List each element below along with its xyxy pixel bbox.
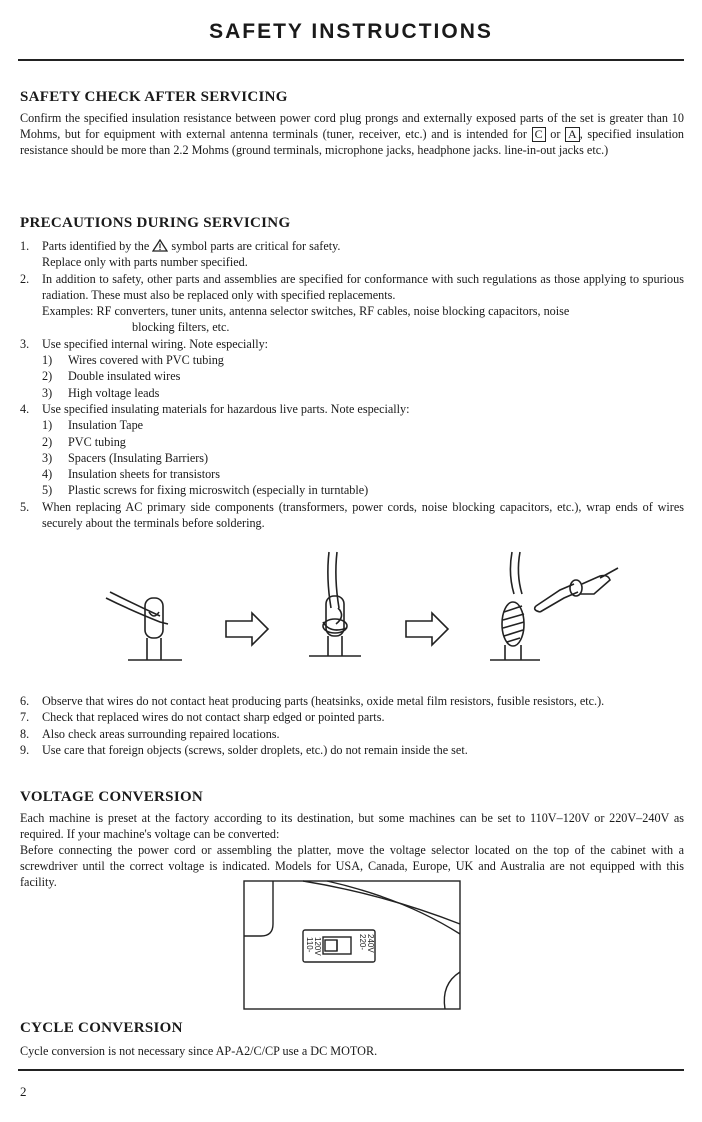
voltage-text-1: Each machine is preset at the factory according to its destination, but some machines can be set to 110V–120V or 220V–240V as required. If your machine's voltage can be converted: bbox=[20, 811, 684, 841]
cycle-text: Cycle conversion is not necessary since AP-A2/C/CP use a DC MOTOR. bbox=[20, 1044, 378, 1058]
list-item: 8. Also check areas surrounding repaired locations. bbox=[20, 726, 280, 741]
precautions-list-continued bbox=[20, 693, 684, 758]
item-number: 1. bbox=[20, 239, 30, 253]
sub-item: 3) Spacers (Insulating Barriers) bbox=[42, 450, 209, 465]
safety-check-text-2: , specified insulation resistance should be more than 2.2 Mohms (ground terminals, microphone jacks, headphone jacks. line-in-out jacks etc.) bbox=[20, 127, 685, 157]
title-rule bbox=[18, 59, 684, 61]
arrow-right-icon bbox=[226, 613, 268, 645]
precautions-heading: PRECAUTIONS DURING SERVICING bbox=[20, 215, 291, 231]
warning-triangle-icon bbox=[152, 239, 168, 252]
voltage-selector-diagram bbox=[243, 880, 463, 1012]
item-text: When replacing AC primary side components (transformers, power cords, noise blocking capacitors, etc.), wrap ends of wires securely about the terminals before soldering. bbox=[42, 499, 684, 531]
item-text: In addition to safety, other parts and assemblies are specified for conformance with such regulations as those applying to spurious radiation. These must also be replaced only with specified replacements. bbox=[42, 271, 684, 302]
label-110-120v-a: 110- bbox=[305, 937, 314, 953]
item-text: symbol parts are critical for safety. bbox=[171, 239, 341, 253]
precautions-list bbox=[20, 238, 684, 531]
voltage-text-2: Before connecting the power cord or assembling the platter, move the voltage selector located on the top of the cabinet with a screwdriver until the correct voltage is indicated. Models for USA, Canada, Europe, UK and Australia are not equipped with this facility. bbox=[20, 843, 684, 889]
list-item bbox=[20, 336, 684, 401]
examples-text-cont: blocking filters, etc. bbox=[132, 320, 230, 335]
safety-check-text-1: Confirm the specified insulation resistance between power cord plug prongs and externally exposed parts of the set is greater than 10 Mohms, but for equipment with external antenna terminals (tuner, receiver, etc.) and is intended for bbox=[20, 111, 684, 141]
arrow-right-icon bbox=[406, 613, 448, 645]
sub-item: 4) Insulation sheets for transistors bbox=[42, 467, 220, 482]
voltage-paragraph bbox=[20, 810, 684, 890]
list-item bbox=[20, 238, 684, 271]
sub-item: 5) Plastic screws for fixing microswitch (especially in turntable) bbox=[42, 483, 369, 498]
sub-item: 1) Wires covered with PVC tubing bbox=[42, 353, 224, 368]
page-title: SAFETY INSTRUCTIONS bbox=[209, 20, 493, 43]
class-c-box: C bbox=[532, 127, 546, 142]
item-text: Replace only with parts number specified. bbox=[42, 255, 248, 270]
label-220-240v-a: 220- bbox=[358, 934, 367, 951]
list-item: 6. Observe that wires do not contact heat producing parts (heatsinks, oxide metal film resistors, fusible resistors, etc.). bbox=[20, 694, 605, 708]
list-item bbox=[20, 499, 684, 532]
label-110-120v-b: 120V bbox=[313, 937, 322, 956]
terminal-unwrapped-icon bbox=[106, 592, 182, 660]
terminal-soldered-icon bbox=[490, 552, 540, 660]
item-text: Parts identified by the bbox=[42, 239, 150, 253]
safety-check-paragraph bbox=[20, 110, 684, 158]
or-text: or bbox=[550, 127, 561, 141]
sub-item: 1) Insulation Tape bbox=[42, 418, 144, 433]
cycle-heading: CYCLE CONVERSION bbox=[20, 1020, 183, 1036]
item-number: 4. bbox=[20, 401, 30, 416]
page-number: 2 bbox=[20, 1084, 27, 1099]
footer-rule bbox=[18, 1069, 684, 1071]
item-text: Use specified insulating materials for hazardous live parts. Note especially: bbox=[42, 401, 410, 416]
label-220-240v-b: 240V bbox=[366, 934, 375, 953]
item-number: 5. bbox=[20, 499, 30, 514]
list-item bbox=[20, 271, 684, 336]
item-number: 2. bbox=[20, 271, 30, 286]
terminal-wrapped-icon bbox=[309, 552, 361, 656]
list-item bbox=[20, 401, 684, 499]
item-number: 3. bbox=[20, 336, 30, 351]
soldering-iron-icon bbox=[535, 568, 618, 612]
sub-item: 2) PVC tubing bbox=[42, 434, 126, 449]
voltage-heading: VOLTAGE CONVERSION bbox=[20, 789, 204, 805]
safety-check-heading: SAFETY CHECK AFTER SERVICING bbox=[20, 89, 288, 105]
item-text: Use specified internal wiring. Note especially: bbox=[42, 336, 269, 351]
wire-wrapping-illustration bbox=[0, 548, 702, 668]
sub-item: 3) High voltage leads bbox=[42, 385, 160, 400]
sub-item: 2) Double insulated wires bbox=[42, 369, 181, 384]
class-a-box: A bbox=[565, 127, 580, 142]
examples-text: Examples: RF converters, tuner units, antenna selector switches, RF cables, noise blocking capacitors, noise bbox=[42, 304, 570, 319]
list-item: 9. Use care that foreign objects (screws, solder droplets, etc.) do not remain inside the set. bbox=[20, 742, 468, 757]
list-item: 7. Check that replaced wires do not contact sharp edged or pointed parts. bbox=[20, 710, 385, 725]
